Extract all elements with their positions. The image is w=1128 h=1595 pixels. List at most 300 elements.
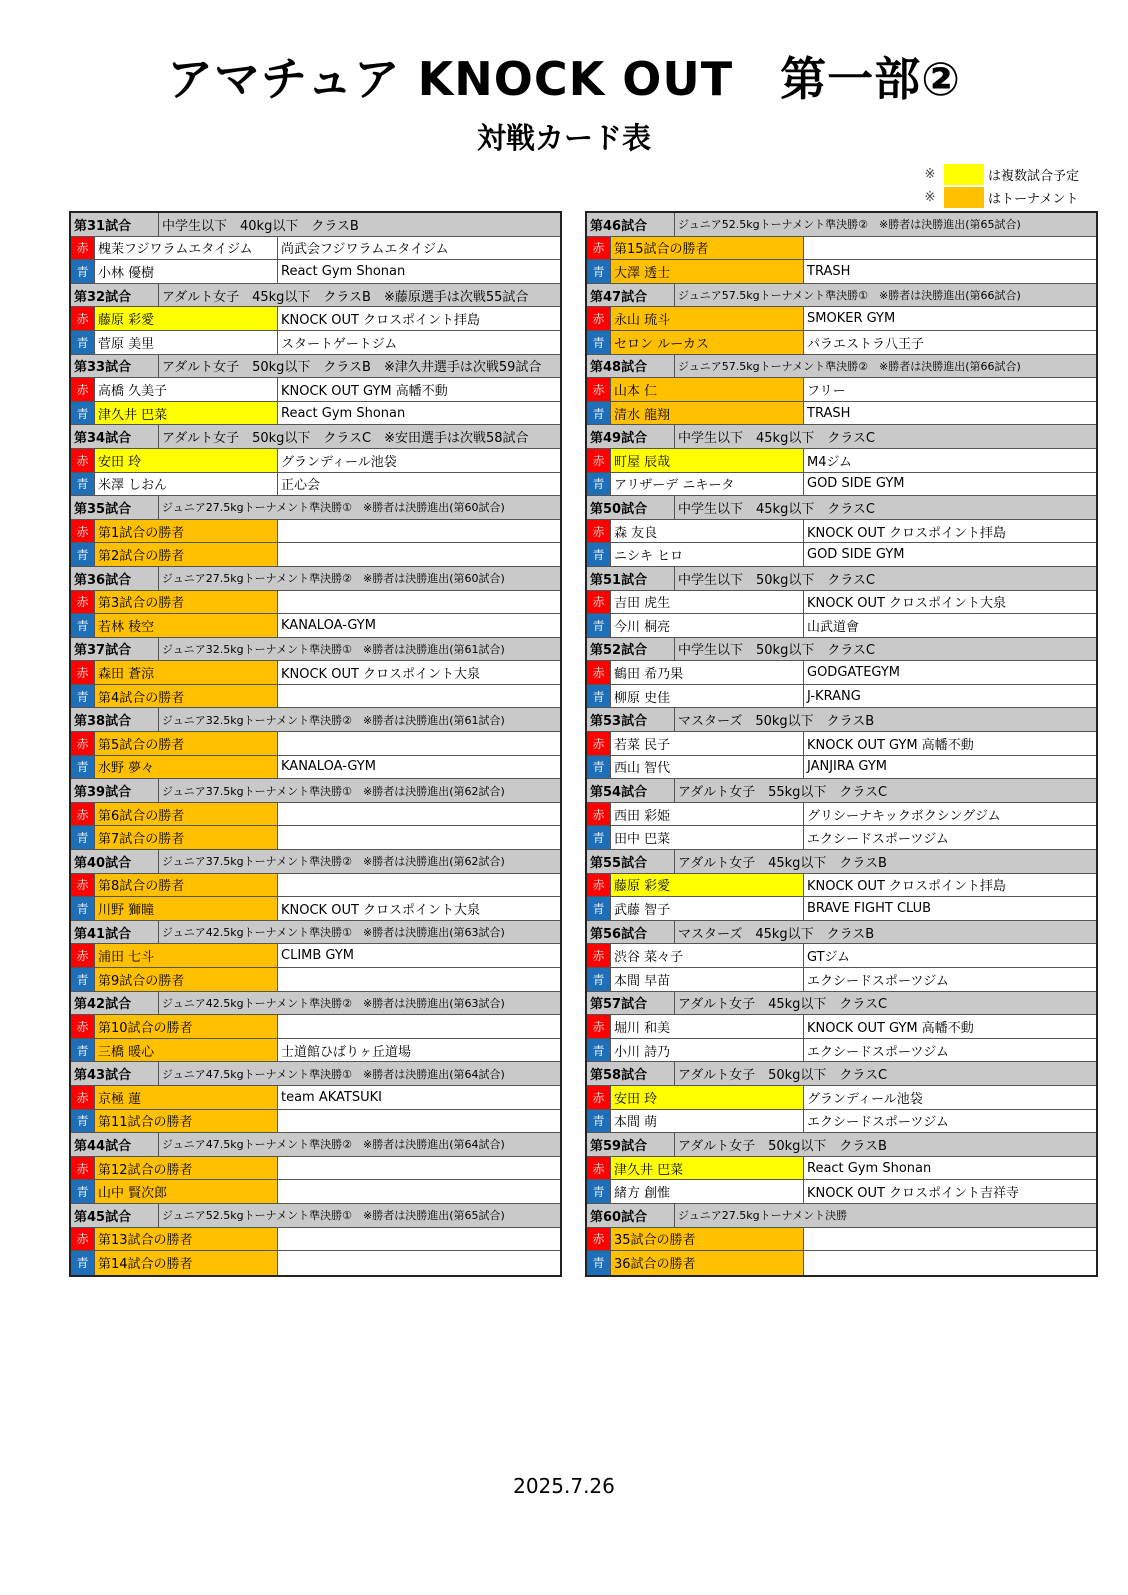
red-corner-row	[587, 449, 1096, 473]
blue-fighter-gym: 山武道會	[807, 619, 860, 635]
blue-fighter-gym: React Gym Shonan	[281, 405, 406, 421]
red-fighter-gym	[278, 520, 560, 543]
red-fighter-name: 西田 彩姫	[611, 803, 804, 826]
footer-date: 2025.7.26	[513, 1474, 615, 1498]
bout-number: 第52試合	[587, 638, 675, 661]
bout-description: ジュニア52.5kgトーナメント準決勝① ※勝者は決勝進出(第65試合)	[162, 1209, 505, 1223]
bout-header	[71, 850, 560, 874]
blue-fighter-name: 36試合の勝者	[611, 1251, 804, 1275]
blue-fighter-gym	[278, 968, 560, 991]
red-corner-badge: 赤	[71, 449, 95, 472]
blue-corner-row	[587, 756, 1096, 780]
red-fighter-gym: React Gym Shonan	[807, 1160, 932, 1176]
bout-header	[587, 921, 1096, 945]
bout-description: アダルト女子 45kg以下 クラスC	[678, 997, 888, 1013]
red-fighter-gym: KNOCK OUT クロスポイント拝島	[807, 525, 1007, 541]
bout-description: ジュニア37.5kgトーナメント準決勝② ※勝者は決勝進出(第62試合)	[162, 855, 505, 869]
red-corner-badge: 赤	[587, 1228, 611, 1251]
red-corner-badge: 赤	[71, 1157, 95, 1180]
bout-description: アダルト女子 50kg以下 クラスB	[678, 1138, 887, 1154]
red-corner-row	[587, 520, 1096, 544]
blue-corner-badge: 青	[587, 331, 611, 354]
bout-number: 第59試合	[587, 1133, 675, 1156]
red-fighter-gym	[278, 1015, 560, 1038]
blue-corner-row	[71, 1039, 560, 1063]
bout-number: 第60試合	[587, 1204, 675, 1227]
red-corner-row	[587, 944, 1096, 968]
red-corner-badge: 赤	[587, 378, 611, 401]
red-fighter-gym: M4ジム	[807, 454, 852, 470]
blue-fighter-name: 三橋 暖心	[95, 1039, 278, 1062]
red-corner-row	[71, 1228, 560, 1252]
bout-description: 中学生以下 40kg以下 クラスB	[162, 218, 359, 234]
blue-corner-row	[71, 1251, 560, 1275]
red-corner-badge: 赤	[71, 874, 95, 897]
red-fighter-gym: KNOCK OUT クロスポイント拝島	[807, 879, 1007, 895]
red-fighter-gym	[278, 1228, 560, 1251]
red-corner-badge: 赤	[587, 1015, 611, 1038]
red-corner-badge: 赤	[71, 1228, 95, 1251]
red-fighter-name: 第8試合の勝者	[95, 874, 278, 897]
blue-fighter-gym: KANALOA-GYM	[281, 759, 376, 775]
blue-fighter-gym: エクシードスポーツジム	[807, 1044, 949, 1060]
red-corner-row	[587, 1086, 1096, 1110]
bout-number: 第45試合	[71, 1204, 159, 1227]
legend	[920, 163, 1079, 209]
bout-description: アダルト女子 50kg以下 クラスB ※津久井選手は次戦59試合	[162, 360, 542, 376]
blue-fighter-gym	[278, 1110, 560, 1133]
blue-fighter-name: 西山 智代	[611, 756, 804, 779]
red-fighter-name: 第13試合の勝者	[95, 1228, 278, 1251]
red-fighter-gym	[278, 591, 560, 614]
blue-corner-badge: 青	[587, 260, 611, 283]
red-corner-badge: 赤	[587, 591, 611, 614]
blue-fighter-name: 田中 巴菜	[611, 826, 804, 849]
bout-description: 中学生以下 50kg以下 クラスC	[678, 572, 876, 588]
bout-header	[71, 1133, 560, 1157]
bout-header	[71, 425, 560, 449]
red-corner-row	[71, 1015, 560, 1039]
bout-number: 第54試合	[587, 779, 675, 802]
red-corner-row	[587, 874, 1096, 898]
blue-fighter-gym: TRASH	[807, 405, 851, 421]
bout-header	[71, 213, 560, 237]
red-corner-badge: 赤	[71, 1086, 95, 1109]
bout-number: 第58試合	[587, 1062, 675, 1085]
bout-header	[587, 779, 1096, 803]
bout-number: 第42試合	[71, 992, 159, 1015]
blue-corner-row	[71, 614, 560, 638]
red-corner-row	[71, 520, 560, 544]
red-fighter-gym: KNOCK OUT クロスポイント拝島	[281, 313, 481, 329]
red-corner-row	[71, 237, 560, 261]
red-corner-badge: 赤	[587, 944, 611, 967]
blue-fighter-name: 柳原 史佳	[611, 685, 804, 708]
red-fighter-name: 第15試合の勝者	[611, 237, 804, 260]
red-corner-badge: 赤	[587, 520, 611, 543]
red-corner-badge: 赤	[587, 874, 611, 897]
legend-swatch-yellow	[944, 164, 984, 185]
red-corner-badge: 赤	[71, 237, 95, 260]
red-fighter-gym	[804, 1228, 1096, 1251]
blue-fighter-name: 山中 賢次郎	[95, 1180, 278, 1203]
blue-corner-badge: 青	[587, 402, 611, 425]
blue-corner-badge: 青	[71, 402, 95, 425]
blue-corner-badge: 青	[587, 1180, 611, 1203]
bout-description: ジュニア42.5kgトーナメント準決勝② ※勝者は決勝進出(第63試合)	[162, 996, 505, 1010]
blue-corner-row	[587, 331, 1096, 355]
blue-fighter-name: 第14試合の勝者	[95, 1251, 278, 1275]
bout-description: アダルト女子 45kg以下 クラスB ※藤原選手は次戦55試合	[162, 289, 529, 305]
red-fighter-name: 鶴田 希乃果	[611, 661, 804, 684]
red-corner-badge: 赤	[587, 1157, 611, 1180]
blue-fighter-name: 大澤 透士	[611, 260, 804, 283]
bout-number: 第43試合	[71, 1062, 159, 1085]
red-corner-row	[587, 378, 1096, 402]
red-corner-row	[587, 591, 1096, 615]
bout-number: 第57試合	[587, 992, 675, 1015]
red-fighter-name: 安田 玲	[611, 1086, 804, 1109]
legend-mark: ※	[924, 167, 936, 182]
blue-fighter-name: 今川 桐亮	[611, 614, 804, 637]
red-fighter-name: 第5試合の勝者	[95, 732, 278, 755]
red-fighter-gym: グリシーナキックボクシングジム	[807, 808, 1001, 824]
blue-corner-row	[71, 1180, 560, 1204]
red-fighter-gym	[278, 1157, 560, 1180]
blue-corner-row	[587, 473, 1096, 497]
blue-corner-row	[587, 897, 1096, 921]
red-fighter-name: 浦田 七斗	[95, 944, 278, 967]
blue-corner-row	[587, 1110, 1096, 1134]
blue-fighter-gym: KANALOA-GYM	[281, 617, 376, 633]
bout-number: 第53試合	[587, 708, 675, 731]
red-corner-badge: 赤	[71, 803, 95, 826]
red-fighter-gym: team AKATSUKI	[281, 1089, 382, 1105]
red-corner-row	[71, 803, 560, 827]
blue-corner-row	[71, 543, 560, 567]
red-corner-row	[587, 661, 1096, 685]
red-corner-badge: 赤	[71, 520, 95, 543]
bout-number: 第33試合	[71, 355, 159, 378]
blue-fighter-gym	[278, 1251, 560, 1275]
bout-header	[71, 921, 560, 945]
bout-number: 第44試合	[71, 1133, 159, 1156]
blue-fighter-name: 菅原 美里	[95, 331, 278, 354]
bout-header	[71, 708, 560, 732]
red-fighter-gym: SMOKER GYM	[807, 311, 896, 327]
bout-description: アダルト女子 55kg以下 クラスC	[678, 785, 888, 801]
bout-number: 第56試合	[587, 921, 675, 944]
bout-description: ジュニア57.5kgトーナメント準決勝② ※勝者は決勝進出(第66試合)	[678, 359, 1021, 373]
blue-fighter-name: 米澤 しおん	[95, 473, 278, 496]
bout-table-left	[69, 211, 562, 1277]
red-fighter-name: 第1試合の勝者	[95, 520, 278, 543]
bout-header	[587, 355, 1096, 379]
bout-description: ジュニア42.5kgトーナメント準決勝① ※勝者は決勝進出(第63試合)	[162, 926, 505, 940]
blue-fighter-gym: エクシードスポーツジム	[807, 973, 949, 989]
bout-number: 第51試合	[587, 567, 675, 590]
blue-corner-row	[71, 756, 560, 780]
bout-number: 第35試合	[71, 496, 159, 519]
red-fighter-name: 第12試合の勝者	[95, 1157, 278, 1180]
red-corner-row	[587, 1228, 1096, 1252]
red-corner-badge: 赤	[587, 307, 611, 330]
red-fighter-gym: KNOCK OUT クロスポイント大泉	[281, 667, 481, 683]
bout-header	[71, 1204, 560, 1228]
blue-corner-badge: 青	[587, 543, 611, 566]
blue-fighter-gym: React Gym Shonan	[281, 263, 406, 279]
blue-fighter-name: 本間 萌	[611, 1110, 804, 1133]
bout-table-right	[585, 211, 1098, 1277]
red-corner-badge: 赤	[71, 732, 95, 755]
legend-label: は複数試合予定	[988, 169, 1080, 184]
blue-corner-badge: 青	[71, 756, 95, 779]
red-corner-badge: 赤	[587, 449, 611, 472]
blue-corner-row	[587, 685, 1096, 709]
red-fighter-name: 堀川 和美	[611, 1015, 804, 1038]
red-fighter-name: 藤原 彩愛	[95, 307, 278, 330]
bout-description: ジュニア52.5kgトーナメント準決勝② ※勝者は決勝進出(第65試合)	[678, 218, 1021, 232]
blue-fighter-name: 津久井 巴菜	[95, 402, 278, 425]
blue-corner-badge: 青	[587, 968, 611, 991]
blue-corner-row	[587, 1180, 1096, 1204]
bout-header	[587, 284, 1096, 308]
bout-description: ジュニア27.5kgトーナメント決勝	[678, 1209, 848, 1223]
bout-header	[71, 567, 560, 591]
blue-corner-row	[587, 826, 1096, 850]
blue-fighter-name: 若林 稜空	[95, 614, 278, 637]
blue-fighter-gym: GOD SIDE GYM	[807, 476, 905, 492]
blue-fighter-gym: KNOCK OUT クロスポイント大泉	[281, 903, 481, 919]
bout-description: ジュニア47.5kgトーナメント準決勝② ※勝者は決勝進出(第64試合)	[162, 1138, 505, 1152]
red-corner-badge: 赤	[71, 1015, 95, 1038]
red-fighter-gym	[804, 237, 1096, 260]
blue-fighter-name: 第7試合の勝者	[95, 826, 278, 849]
blue-corner-row	[71, 897, 560, 921]
red-corner-row	[71, 591, 560, 615]
bout-header	[587, 496, 1096, 520]
blue-fighter-name: アリザーデ ニキータ	[611, 473, 804, 496]
blue-fighter-name: 川野 獅瞳	[95, 897, 278, 920]
blue-corner-row	[71, 331, 560, 355]
blue-corner-badge: 青	[71, 1180, 95, 1203]
blue-corner-row	[587, 543, 1096, 567]
red-corner-badge: 赤	[71, 591, 95, 614]
blue-corner-badge: 青	[587, 826, 611, 849]
red-corner-row	[587, 307, 1096, 331]
blue-fighter-name: 小川 詩乃	[611, 1039, 804, 1062]
blue-fighter-gym	[278, 685, 560, 708]
red-corner-row	[587, 237, 1096, 261]
red-fighter-name: 35試合の勝者	[611, 1228, 804, 1251]
blue-corner-badge: 青	[71, 614, 95, 637]
blue-corner-badge: 青	[71, 473, 95, 496]
blue-corner-badge: 青	[587, 756, 611, 779]
bout-description: 中学生以下 45kg以下 クラスC	[678, 431, 876, 447]
page-title: アマチュア KNOCK OUT 第一部②	[166, 52, 962, 106]
red-fighter-gym: KNOCK OUT GYM 高幡不動	[807, 737, 974, 753]
bout-description: マスターズ 50kg以下 クラスB	[678, 714, 875, 730]
bout-number: 第31試合	[71, 213, 159, 236]
blue-fighter-gym: パラエストラ八王子	[807, 336, 925, 352]
blue-fighter-name: 小林 優樹	[95, 260, 278, 283]
blue-fighter-gym: GOD SIDE GYM	[807, 547, 905, 563]
blue-corner-row	[71, 1110, 560, 1134]
red-corner-badge: 赤	[71, 944, 95, 967]
bout-header	[71, 992, 560, 1016]
red-corner-row	[71, 307, 560, 331]
blue-corner-row	[587, 260, 1096, 284]
red-corner-row	[587, 1157, 1096, 1181]
red-fighter-name: 永山 琉斗	[611, 307, 804, 330]
red-fighter-gym: GTジム	[807, 950, 851, 966]
blue-corner-row	[71, 685, 560, 709]
red-fighter-name: 高橋 久美子	[95, 378, 278, 401]
blue-fighter-gym: 士道館ひばりヶ丘道場	[281, 1044, 412, 1060]
blue-corner-badge: 青	[71, 543, 95, 566]
bout-header	[587, 850, 1096, 874]
red-corner-badge: 赤	[71, 661, 95, 684]
blue-corner-row	[587, 1251, 1096, 1275]
red-fighter-gym: KNOCK OUT GYM 高幡不動	[281, 383, 448, 399]
red-fighter-name: 町屋 辰哉	[611, 449, 804, 472]
bout-header	[587, 638, 1096, 662]
bout-description: アダルト女子 45kg以下 クラスB	[678, 855, 887, 871]
bout-number: 第36試合	[71, 567, 159, 590]
blue-corner-badge: 青	[587, 614, 611, 637]
red-corner-badge: 赤	[71, 378, 95, 401]
red-corner-badge: 赤	[587, 1086, 611, 1109]
blue-fighter-gym: BRAVE FIGHT CLUB	[807, 901, 932, 917]
blue-fighter-gym: スタートゲートジム	[281, 336, 398, 352]
red-fighter-gym: CLIMB GYM	[281, 948, 355, 964]
red-fighter-gym: KNOCK OUT クロスポイント大泉	[807, 596, 1007, 612]
bout-header	[71, 355, 560, 379]
bout-number: 第46試合	[587, 213, 675, 236]
bout-number: 第41試合	[71, 921, 159, 944]
bout-header	[587, 1204, 1096, 1228]
legend-swatch-orange	[944, 187, 984, 208]
blue-corner-row	[587, 1039, 1096, 1063]
blue-corner-badge: 青	[587, 685, 611, 708]
bout-number: 第34試合	[71, 425, 159, 448]
blue-corner-badge: 青	[587, 473, 611, 496]
red-corner-row	[587, 732, 1096, 756]
bout-description: ジュニア37.5kgトーナメント準決勝① ※勝者は決勝進出(第62試合)	[162, 784, 505, 798]
red-corner-row	[71, 874, 560, 898]
blue-fighter-name: セロン ルーカス	[611, 331, 804, 354]
blue-corner-badge: 青	[587, 897, 611, 920]
red-fighter-gym	[278, 803, 560, 826]
bout-description: ジュニア27.5kgトーナメント準決勝② ※勝者は決勝進出(第60試合)	[162, 572, 505, 586]
bout-header	[71, 779, 560, 803]
red-fighter-gym: グランディール池袋	[281, 454, 397, 470]
blue-fighter-gym: JANJIRA GYM	[807, 759, 888, 775]
blue-corner-row	[587, 968, 1096, 992]
legend-label: はトーナメント	[988, 192, 1079, 207]
blue-fighter-name: 緒方 創惟	[611, 1180, 804, 1203]
bout-number: 第32試合	[71, 284, 159, 307]
bout-description: アダルト女子 50kg以下 クラスC	[678, 1068, 888, 1084]
red-fighter-gym: フリー	[807, 383, 846, 399]
red-corner-row	[71, 732, 560, 756]
red-corner-badge: 赤	[587, 661, 611, 684]
blue-fighter-gym: KNOCK OUT クロスポイント吉祥寺	[807, 1186, 1020, 1202]
blue-fighter-name: 第9試合の勝者	[95, 968, 278, 991]
red-fighter-gym: GODGATEGYM	[807, 665, 901, 681]
blue-corner-badge: 青	[71, 826, 95, 849]
blue-corner-badge: 青	[71, 1039, 95, 1062]
blue-corner-badge: 青	[71, 1251, 95, 1275]
red-fighter-gym: グランディール池袋	[807, 1091, 923, 1107]
red-fighter-name: 第3試合の勝者	[95, 591, 278, 614]
red-fighter-name: 槐茉フジワラムエタイジム	[95, 237, 278, 260]
blue-corner-badge: 青	[71, 1110, 95, 1133]
bout-header	[587, 213, 1096, 237]
bout-number: 第48試合	[587, 355, 675, 378]
blue-corner-row	[71, 826, 560, 850]
red-corner-row	[71, 661, 560, 685]
bout-header	[587, 708, 1096, 732]
blue-corner-badge: 青	[587, 1039, 611, 1062]
blue-corner-badge: 青	[71, 685, 95, 708]
blue-corner-row	[587, 402, 1096, 426]
red-fighter-name: 山本 仁	[611, 378, 804, 401]
bout-description: 中学生以下 50kg以下 クラスC	[678, 643, 876, 659]
bout-number: 第39試合	[71, 779, 159, 802]
bout-description: ジュニア57.5kgトーナメント準決勝① ※勝者は決勝進出(第66試合)	[678, 289, 1021, 303]
blue-corner-row	[71, 402, 560, 426]
bout-header	[71, 284, 560, 308]
bout-number: 第55試合	[587, 850, 675, 873]
blue-fighter-name: 水野 夢々	[95, 756, 278, 779]
red-fighter-name: 森 友良	[611, 520, 804, 543]
red-corner-badge: 赤	[587, 803, 611, 826]
blue-fighter-name: 第2試合の勝者	[95, 543, 278, 566]
bout-description: ジュニア32.5kgトーナメント準決勝① ※勝者は決勝進出(第61試合)	[162, 642, 505, 656]
bout-number: 第38試合	[71, 708, 159, 731]
red-fighter-name: 吉田 虎生	[611, 591, 804, 614]
blue-fighter-gym: エクシードスポーツジム	[807, 1115, 949, 1131]
red-corner-row	[71, 1086, 560, 1110]
red-fighter-name: 渋谷 菜々子	[611, 944, 804, 967]
red-fighter-name: 若菜 民子	[611, 732, 804, 755]
red-fighter-gym: KNOCK OUT GYM 高幡不動	[807, 1020, 974, 1036]
bout-number: 第49試合	[587, 425, 675, 448]
bout-description: ジュニア32.5kgトーナメント準決勝② ※勝者は決勝進出(第61試合)	[162, 713, 505, 727]
bout-header	[587, 567, 1096, 591]
blue-corner-row	[71, 473, 560, 497]
bout-description: ジュニア47.5kgトーナメント準決勝① ※勝者は決勝進出(第64試合)	[162, 1067, 505, 1081]
red-fighter-gym	[278, 732, 560, 755]
blue-corner-badge: 青	[71, 968, 95, 991]
bout-description: マスターズ 45kg以下 クラスB	[678, 926, 875, 942]
bout-number: 第37試合	[71, 638, 159, 661]
legend-item-tournament	[920, 186, 1079, 209]
blue-fighter-gym	[278, 1180, 560, 1203]
blue-corner-badge: 青	[71, 331, 95, 354]
blue-corner-badge: 青	[587, 1110, 611, 1133]
bout-header	[587, 425, 1096, 449]
bout-header	[587, 992, 1096, 1016]
blue-corner-row	[71, 968, 560, 992]
red-fighter-gym: 尚武会フジワラムエタイジム	[281, 242, 449, 258]
blue-fighter-gym: エクシードスポーツジム	[807, 832, 949, 848]
red-fighter-name: 津久井 巴菜	[611, 1157, 804, 1180]
blue-corner-row	[71, 260, 560, 284]
blue-fighter-name: 清水 龍翔	[611, 402, 804, 425]
red-corner-row	[71, 1157, 560, 1181]
